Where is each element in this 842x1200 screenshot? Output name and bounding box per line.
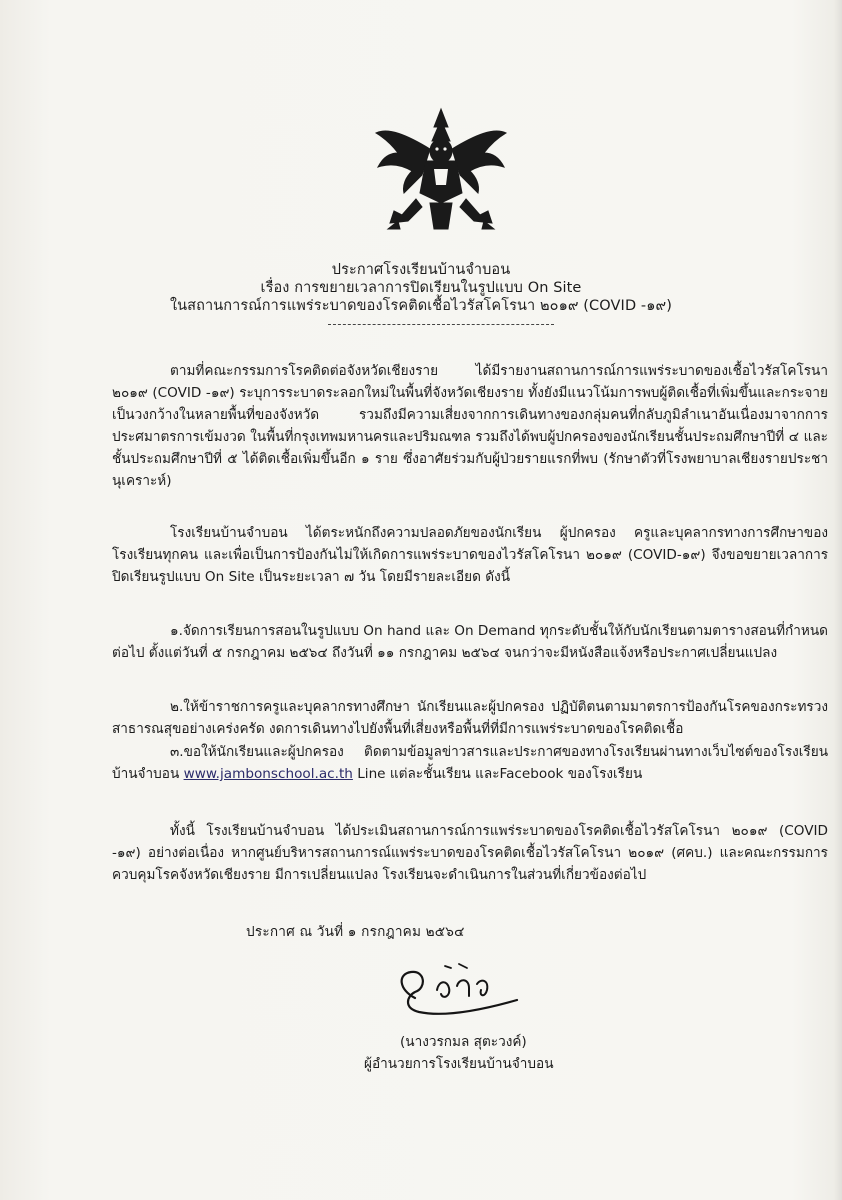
page-edge-shadow	[834, 0, 842, 1200]
announcement-date: ประกาศ ณ วันที่ ๑ กรกฎาคม ๒๕๖๔	[246, 924, 465, 940]
paragraph-background	[112, 360, 828, 492]
announcement-title: ประกาศโรงเรียนบ้านจำบอน	[331, 262, 511, 278]
garuda-emblem	[372, 105, 510, 235]
list-item-3-channels: Line แต่ละชั้นเรียน และFacebook ของโรงเรียน	[357, 766, 643, 782]
announcement-situation: ในสถานการณ์การแพร่ระบาดของโรคติดเชื้อไวรัสโคโรนา ๒๐๑๙ (COVID -๑๙)	[169, 298, 673, 314]
list-item-2-text: ๒.ให้ข้าราชการครูและบุคลากรทางศึกษา นักเรียนและผู้ปกครอง ปฏิบัติตนตามมาตรการป้องกันโรคของกระทรวงสาธารณสุขอย่างเคร่งครัด งดการเดินทางไปยังพื้นที่เสี่ยงหรือพื้นที่ที่มีการแพร่ระบาดของโรคติดเชื้อ	[112, 699, 828, 737]
announcement-subject: เรื่อง การขยายเวลาการปิดเรียนในรูปแบบ On Site	[260, 280, 582, 296]
paragraph-background-text: ตามที่คณะกรรมการโรคติดต่อจังหวัดเชียงราย ได้มีรายงานสถานการณ์การแพร่ระบาดของเชื้อไวรัสโคโรนา ๒๐๑๙ (COVID -๑๙) ระบุการระบาดระลอกใหม่ในพื้นที่จังหวัดเชียงราย ทั้งยังมีแนวโน้มการพบผู้ติดเชื้อที่เพิ่มขึ้นและกระจายเป็นวงกว้างในหลายพื้นที่ของจังหวัด รวมถึงมีความเสี่ยงจากการเดินทางของกลุ่มคนที่กลับภูมิลำเนาอันเนื่องมาจากการประศมาตรการเข้มงวด ในพื้นที่กรุงเทพมหานครและปริมณฑล รวมถึงได้พบผู้ปกครองของนักเรียนชั้นประถมศึกษาปีที่ ๔ และ ชั้นประถมศึกษาปีที่ ๕ ได้ติดเชื้อเพิ่มขึ้นอีก ๑ ราย ซึ่งอาศัยร่วมกับผู้ป่วยรายแรกที่พบ (รักษาตัวที่โรงพยาบาลเชียงรายประชานุเคราะห์)	[112, 363, 828, 489]
list-item-3-text: ๓.ขอให้นักเรียนและผู้ปกครอง ติดตามข้อมูลข่าวสารและประกาศของทางโรงเรียนผ่านทางเว็บไซต์ของโรงเรียนบ้านจำบอน	[112, 744, 828, 782]
paragraph-conclusion-text: ทั้งนี้ โรงเรียนบ้านจำบอน ได้ประเมินสถานการณ์การแพร่ระบาดของโรคติดเชื้อไวรัสโคโรนา ๒๐๑๙ (COVID -๑๙) อย่างต่อเนื่อง หากศูนย์บริหารสถานการณ์แพร่ระบาดของโรคติดเชื้อไวรัสโคโรนา ๒๐๑๙ (ศคบ.) และคณะกรรมการควบคุมโรคจังหวัดเชียงราย มีการเปลี่ยนแปลง โรงเรียนจะดำเนินการในส่วนที่เกี่ยวข้องต่อไป	[112, 823, 828, 883]
list-item-1-text: ๑.จัดการเรียนการสอนในรูปแบบ On hand และ On Demand ทุกระดับชั้นให้กับนักเรียนตามตารางสอนที่กำหนดต่อไป ตั้งแต่วันที่ ๕ กรกฎาคม ๒๕๖๔ ถึงวันที่ ๑๑ กรกฎาคม ๒๕๖๔ จนกว่าจะมีหนังสือแจ้งหรือประกาศเปลี่ยนแปลง	[112, 623, 828, 661]
signer-name: (นางวรกมล สุตะวงค์)	[400, 1034, 527, 1050]
list-item-1	[112, 620, 828, 664]
signature	[385, 960, 535, 1022]
school-website-link[interactable]: www.jambonschool.ac.th	[183, 766, 353, 782]
signer-position: ผู้อำนวยการโรงเรียนบ้านจำบอน	[364, 1056, 554, 1072]
list-item-3	[112, 741, 828, 785]
header-divider	[328, 324, 554, 325]
paragraph-measures-text: โรงเรียนบ้านจำบอน ได้ตระหนักถึงความปลอดภัยของนักเรียน ผู้ปกครอง ครูและบุคลากรทางการศึกษาของโรงเรียนทุกคน และเพื่อเป็นการป้องกันไม่ให้เกิดการแพร่ระบาดของไวรัสโคโรนา ๒๐๑๙ (COVID-๑๙) จึงขอขยายเวลาการปิดเรียนรูปแบบ On Site เป็นระยะเวลา ๗ วัน โดยมีรายละเอียด ดังนี้	[112, 525, 828, 585]
paragraph-measures	[112, 522, 828, 588]
list-item-2	[112, 696, 828, 740]
paragraph-conclusion	[112, 820, 828, 886]
